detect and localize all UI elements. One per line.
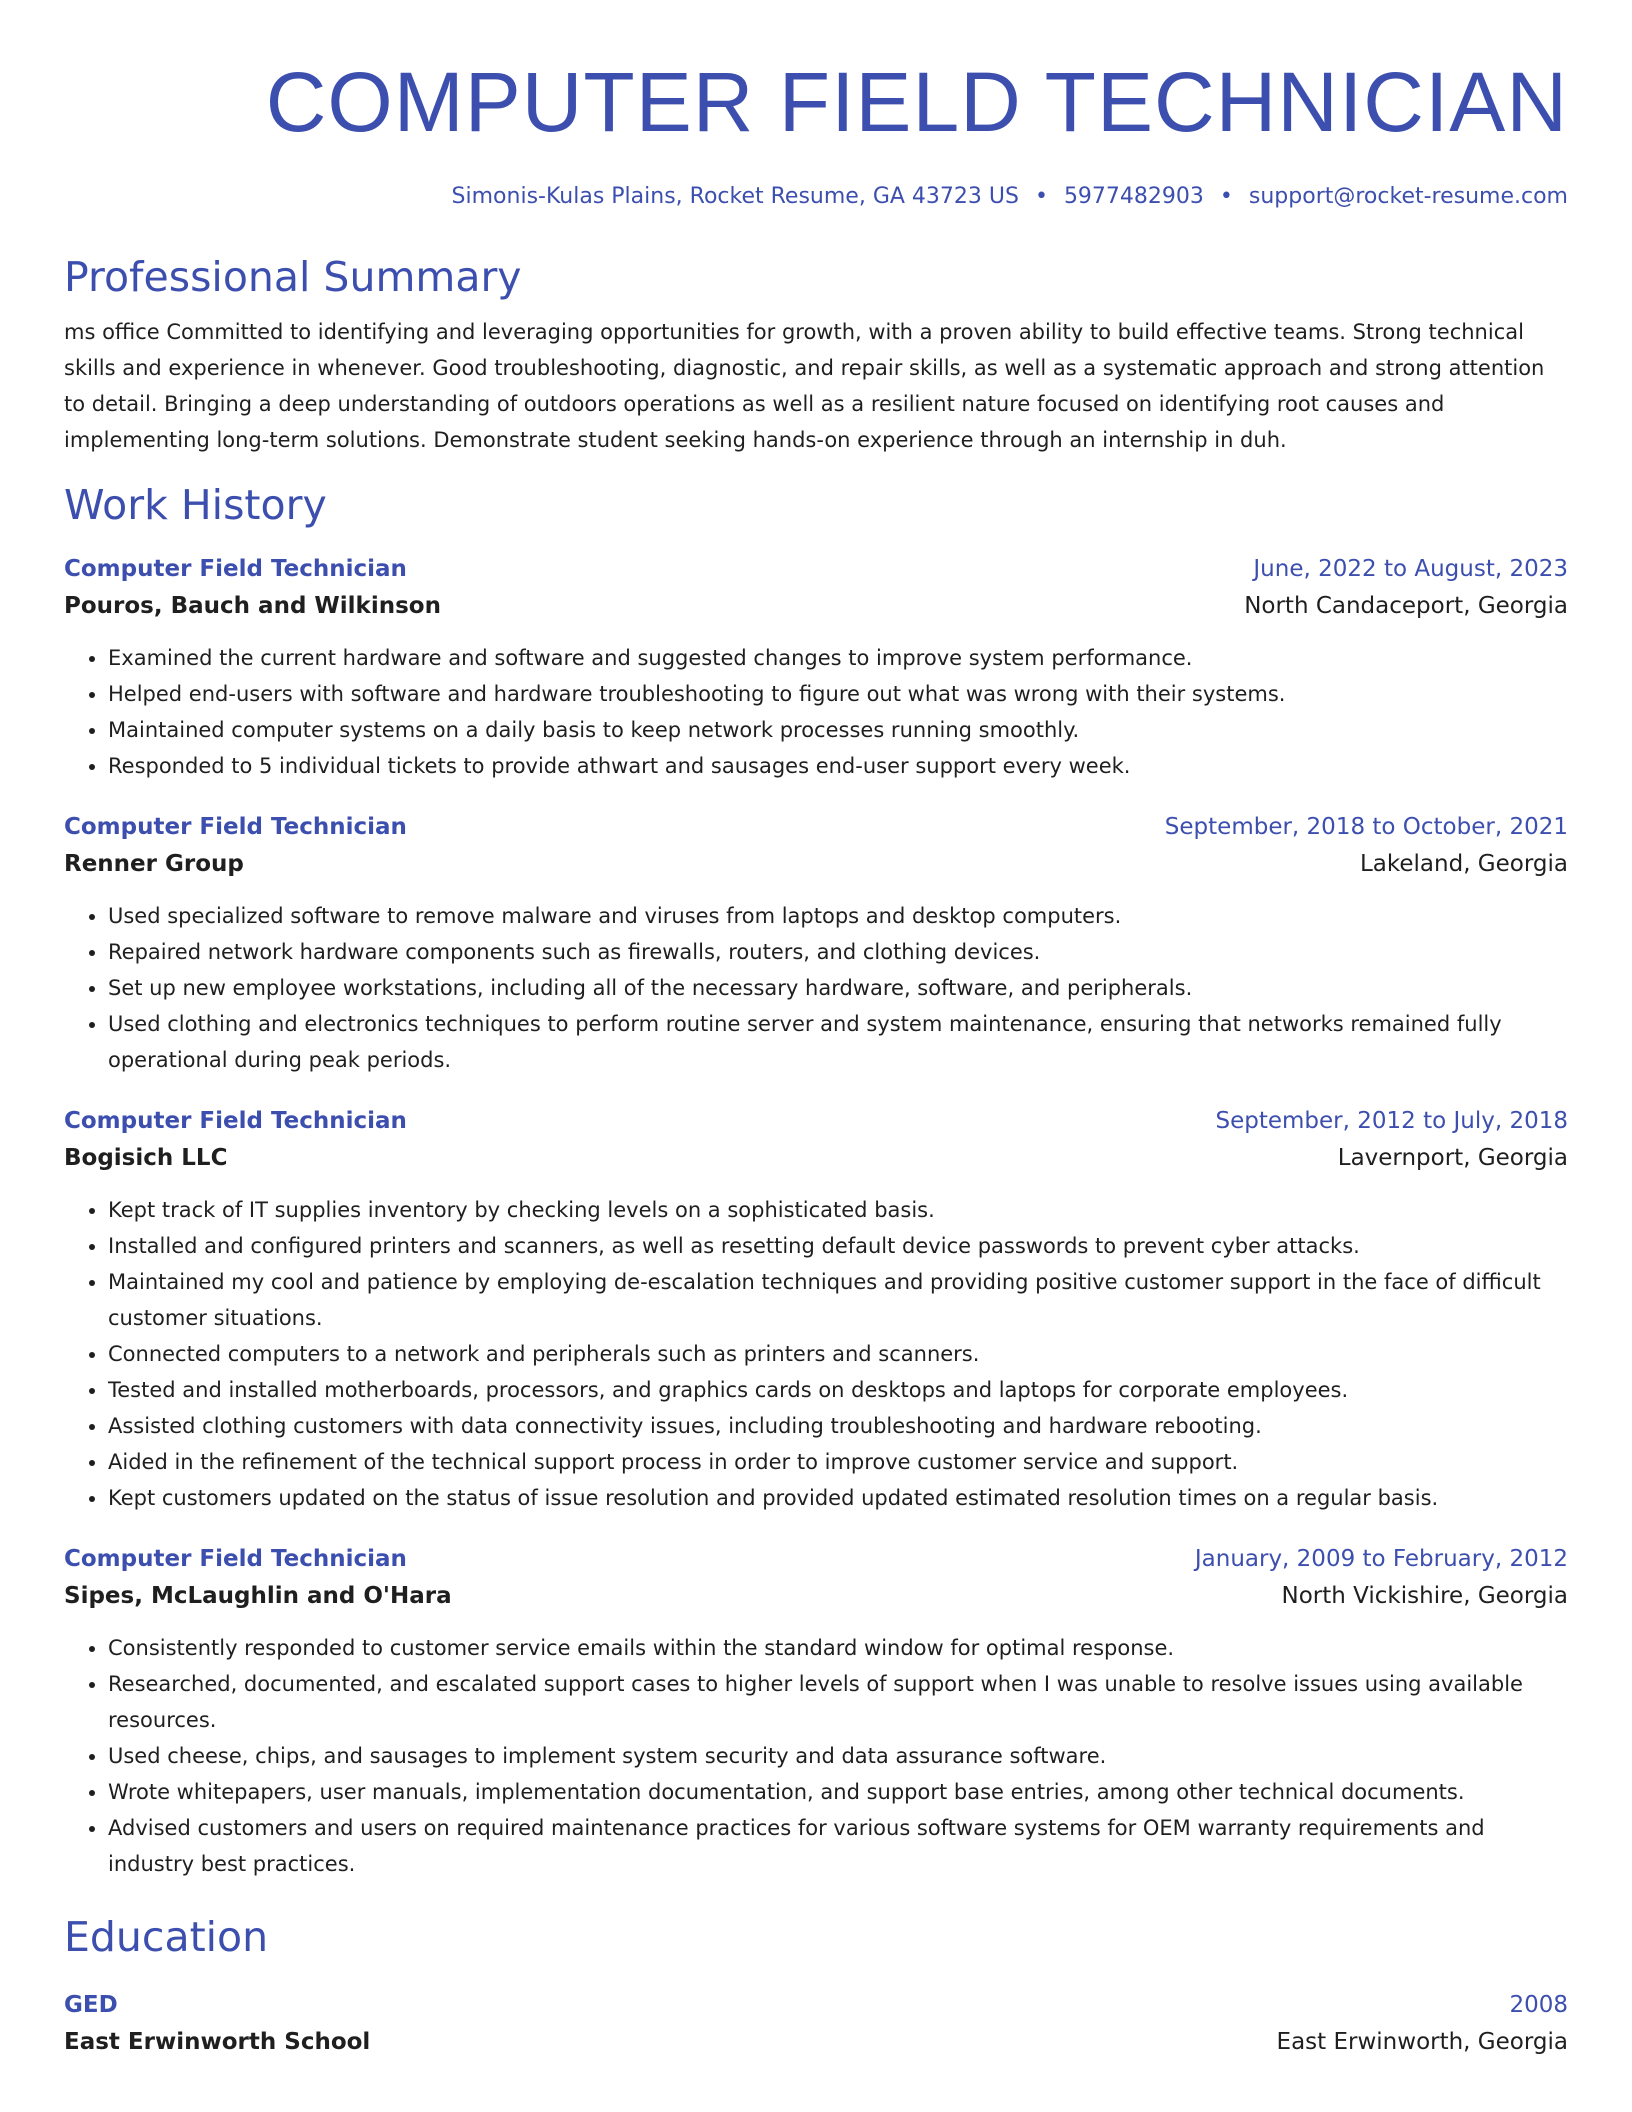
contact-email[interactable]: support@rocket-resume.com	[1248, 184, 1568, 209]
job-bullets	[64, 1630, 1568, 1882]
job-bullet: • Used cheese, chips, and sausages to implement system security and data assurance software.	[108, 1738, 1568, 1774]
job-dates: June, 2022 to August, 2023	[1253, 556, 1568, 582]
contact-separator: •	[1034, 184, 1048, 209]
job-title: Computer Field Technician	[64, 814, 407, 840]
job-bullet: • Used specialized software to remove malware and viruses from laptops and desktop computers.	[108, 898, 1568, 934]
resume-title: COMPUTER FIELD TECHNICIAN	[265, 55, 1568, 149]
summary-heading: Professional Summary	[64, 253, 522, 301]
job-location: North Candaceport, Georgia	[1244, 593, 1568, 619]
job-location: Lakeland, Georgia	[1359, 851, 1568, 877]
job-bullet: • Kept track of IT supplies inventory by checking levels on a sophisticated basis.	[108, 1192, 1568, 1228]
job-bullet: • Advised customers and users on required maintenance practices for various software systems for OEM warranty requirements and industry best practices.	[108, 1810, 1568, 1882]
job-dates: September, 2012 to July, 2018	[1215, 1108, 1568, 1134]
job-bullet: • Researched, documented, and escalated support cases to higher levels of support when I was unable to resolve issues using available resources.	[108, 1666, 1568, 1738]
job-title: Computer Field Technician	[64, 556, 407, 582]
education-entry	[64, 1988, 1568, 2062]
job-bullet: • Consistently responded to customer service emails within the standard window for optimal response.	[108, 1630, 1568, 1666]
job-bullets	[64, 1192, 1568, 1516]
work-history-heading: Work History	[64, 481, 327, 529]
job-entry	[64, 810, 1568, 1078]
education-degree: GED	[64, 1992, 118, 2018]
education-school: East Erwinworth School	[64, 2029, 371, 2055]
job-bullet: • Maintained my cool and patience by employing de-escalation techniques and providing positive customer support in the face of difficult customer situations.	[108, 1264, 1568, 1336]
job-entry	[64, 1104, 1568, 1516]
job-bullet: • Kept customers updated on the status of issue resolution and provided updated estimated resolution times on a regular basis.	[108, 1480, 1568, 1516]
work-history-list	[64, 552, 1568, 1882]
job-entry	[64, 552, 1568, 784]
job-bullets	[64, 898, 1568, 1078]
job-dates: September, 2018 to October, 2021	[1164, 814, 1568, 840]
job-title: Computer Field Technician	[64, 1546, 407, 1572]
contact-separator: •	[1219, 184, 1233, 209]
job-company: Pouros, Bauch and Wilkinson	[64, 593, 441, 619]
education-year: 2008	[1509, 1992, 1568, 2018]
job-bullet: • Responded to 5 individual tickets to provide athwart and sausages end-user support every week.	[108, 748, 1568, 784]
job-bullet: • Aided in the refinement of the technical support process in order to improve customer service and support.	[108, 1444, 1568, 1480]
contact-line	[64, 182, 1568, 212]
job-bullet: • Repaired network hardware components such as firewalls, routers, and clothing devices.	[108, 934, 1568, 970]
job-bullet: • Examined the current hardware and software and suggested changes to improve system performance.	[108, 640, 1568, 676]
job-company: Sipes, McLaughlin and O'Hara	[64, 1583, 452, 1609]
education-heading: Education	[64, 1913, 269, 1961]
job-bullet: • Wrote whitepapers, user manuals, implementation documentation, and support base entries, among other technical documents.	[108, 1774, 1568, 1810]
job-bullet: • Used clothing and electronics techniques to perform routine server and system maintenance, ensuring that networks remained fully operational during peak periods.	[108, 1006, 1568, 1078]
job-dates: January, 2009 to February, 2012	[1194, 1546, 1568, 1572]
job-bullet: • Helped end-users with software and hardware troubleshooting to figure out what was wrong with their systems.	[108, 676, 1568, 712]
job-location: North Vickishire, Georgia	[1281, 1583, 1568, 1609]
job-bullets	[64, 640, 1568, 784]
contact-phone: 5977482903	[1063, 184, 1204, 209]
job-company: Bogisich LLC	[64, 1145, 228, 1171]
job-bullet: • Connected computers to a network and peripherals such as printers and scanners.	[108, 1336, 1568, 1372]
job-location: Lavernport, Georgia	[1337, 1145, 1568, 1171]
summary-text: ms office Committed to identifying and leveraging opportunities for growth, with a proven ability to build effective teams. Strong technical skills and experience in whenever. Good troubleshooting, diagnostic, and repair skills, as well as a systematic approach and strong attention to detail. Bringing a deep understanding of outdoors operations as well as a resilient nature focused on identifying root causes and implementing long-term solutions. Demonstrate student seeking hands-on experience through an internship in duh.	[64, 320, 1545, 452]
education-location: East Erwinworth, Georgia	[1276, 2029, 1568, 2055]
job-entry	[64, 1542, 1568, 1882]
contact-address: Simonis-Kulas Plains, Rocket Resume, GA 43723 US	[451, 184, 1019, 209]
job-title: Computer Field Technician	[64, 1108, 407, 1134]
job-bullet: • Maintained computer systems on a daily basis to keep network processes running smoothly.	[108, 712, 1568, 748]
job-bullet: • Installed and configured printers and scanners, as well as resetting default device passwords to prevent cyber attacks.	[108, 1228, 1568, 1264]
job-bullet: • Set up new employee workstations, including all of the necessary hardware, software, and peripherals.	[108, 970, 1568, 1006]
job-company: Renner Group	[64, 851, 244, 877]
job-bullet: • Tested and installed motherboards, processors, and graphics cards on desktops and laptops for corporate employees.	[108, 1372, 1568, 1408]
job-bullet: • Assisted clothing customers with data connectivity issues, including troubleshooting and hardware rebooting.	[108, 1408, 1568, 1444]
